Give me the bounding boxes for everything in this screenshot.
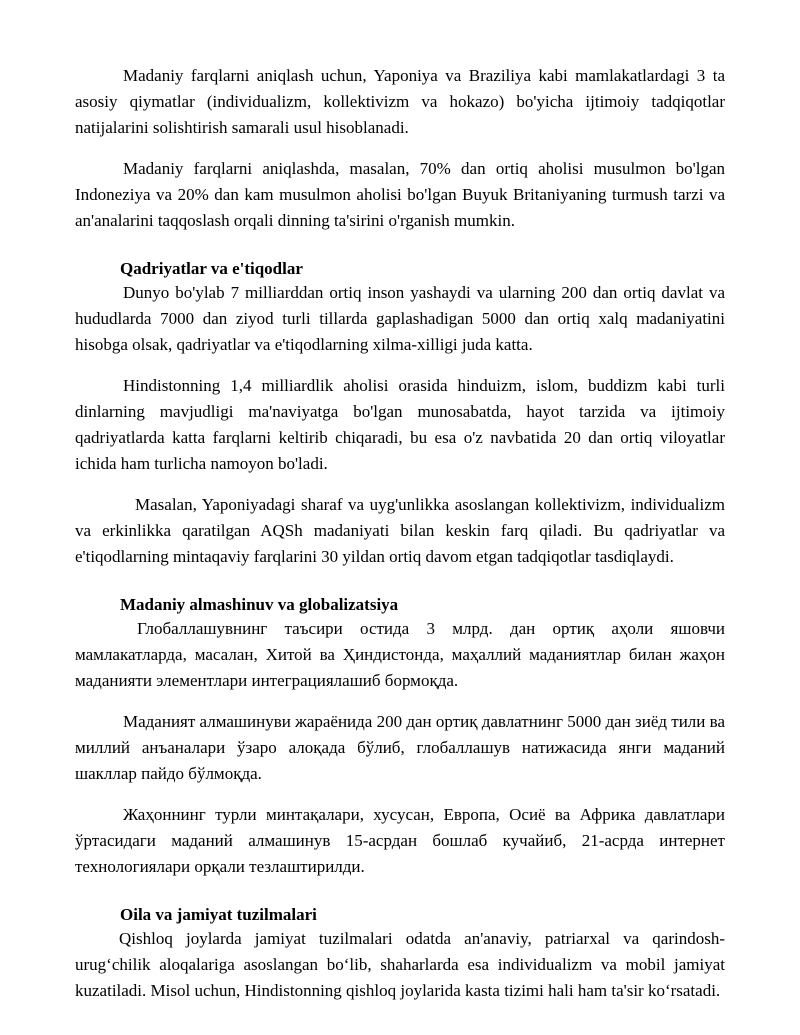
paragraph: Madaniy farqlarni aniqlash uchun, Yaponiya va Braziliya kabi mamlakatlardagi 3 ta asosiy qiymatlar (individualizm, kollektivizm va hokazo) bo'yicha ijtimoiy tadqiqotlar natijalarini solishtirish samarali usul hisoblanadi. [75,66,725,137]
paragraph: Masalan, Yaponiyadagi sharaf va uyg'unlikka asoslangan kollektivizm, individualizm va erkinlikka qaratilgan AQSh madaniyati bilan keskin farq qiladi. Bu qadriyatlar va e'tiqodlarning mintaqaviy farqlarini 30 yildan ortiq davom etgan tadqiqotlar tasdiqlaydi. [75,495,725,566]
section-heading: Oila va jamiyat tuzilmalari [120,905,317,924]
paragraph: Глобаллашувнинг таъсири остида 3 млрд. дан ортиқ аҳоли яшовчи мамлакатларда, масалан, Хитой ва Ҳиндистонда, маҳаллий маданиятлар билан жаҳон маданияти элементлари интеграциялашиб бормоқда. [75,619,725,690]
paragraph: Madaniy farqlarni aniqlashda, masalan, 70% dan ortiq aholisi musulmon bo'lgan Indoneziya va 20% dan kam musulmon aholisi bo'lgan Buyuk Britaniyaning turmush tarzi va an'analarini taqqoslash orqali dinning ta'sirini o'rganish mumkin. [75,159,725,230]
section-heading: Madaniy almashinuv va globalizatsiya [120,595,399,614]
paragraph: Жаҳоннинг турли минтақалари, хусусан, Европа, Осиё ва Африка давлатлари ўртасидаги маданий алмашинув 15-асрдан бошлаб кучайиб, 21-асрда интернет технологиялари орқали тезлаштирилди. [75,805,725,876]
paragraph: Qishloq joylarda jamiyat tuzilmalari odatda an'anaviy, patriarxal va qarindosh-urug‘chilik aloqalariga asoslangan bo‘lib, shaharlarda esa individualizm va mobil jamiyat kuzatiladi. Misol uchun, Hindistonning qishloq joylarida kasta tizimi hali ham ta'sir ko‘rsatadi. [75,929,725,1000]
paragraph: Dunyo bo'ylab 7 milliarddan ortiq inson yashaydi va ularning 200 dan ortiq davlat va hududlarda 7000 dan ziyod turli tillarda gaplashadigan 5000 dan ortiq xalq madaniyatini hisobga olsak, qadriyatlar va e'tiqodlarning xilma-xilligi juda katta. [75,283,725,354]
paragraph: Hindistonning 1,4 milliardlik aholisi orasida hinduizm, islom, buddizm kabi turli dinlarning mavjudligi ma'naviyatga bo'lgan munosabatda, hayot tarzida va ijtimoiy qadriyatlarda katta farqlarni keltirib chiqaradi, bu esa o'z navbatida 20 dan ortiq viloyatlar ichida ham turlicha namoyon bo'ladi. [75,376,725,473]
section-heading: Qadriyatlar va e'tiqodlar [120,259,303,278]
paragraph: Маданият алмашинуви жараёнида 200 дан ортиқ давлатнинг 5000 дан зиёд тили ва миллий анъаналари ўзаро алоқада бўлиб, глобаллашув натижасида янги маданий шакллар пайдо бўлмоқда. [75,712,725,783]
